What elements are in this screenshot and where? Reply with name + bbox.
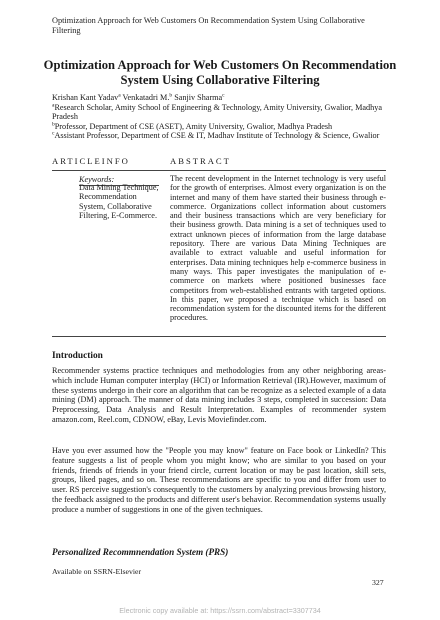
author-line xyxy=(52,93,392,103)
affiliation: $^a$Research Scholar, Amity School of Engineering & Technology, Amity University, Gwalior, Madhya Pradesh xyxy=(52,101,382,122)
body-paragraph: Have you ever assumed how the "People you may know" feature on Face book or LinkedIn? This feature suggests a list of people whom you might know; who are similar to you based on your friends, friends of friends in your friend circle, current location or may be past location, skill sets, groups, liked pages, and so on. These recommendations are specific to you and differ from user to user. RS perceive suggestion's consequently to the customers by analyzing previous browsing history, the feedback assigned to the products and different user's behavior. Recommendation systems usually produce a number of suggestions in one of the given techniques. xyxy=(52,446,386,514)
paper-title: Optimization Approach for Web Customers On Recommendation System Using Collaborative Filtering xyxy=(43,58,397,87)
article-info-heading: ARTICLEINFO xyxy=(52,156,170,171)
abstract-heading: ABSTRACT xyxy=(170,156,386,171)
keywords-label: Keywords: xyxy=(79,175,159,186)
author-mark: b xyxy=(169,92,173,99)
section-heading: Introduction xyxy=(52,351,103,361)
author-name: Krishan Kant Yadav xyxy=(52,93,119,102)
author-name: Venkatadri M. xyxy=(122,93,170,102)
availability-note: Available on SSRN-Elsevier xyxy=(52,567,142,576)
affiliation: $^c$Assistant Professor, Department of CSE & IT, Madhav Institute of Technology & Science, Gwalior xyxy=(52,130,380,141)
abstract-text: The recent development in the Internet technology is very useful for the growth of enterprises. Almost every organization is on the internet and many of them have started their business through e-commerce. Organizations collect information about customers and their business transactions which are very beneficiary for their business growth. Data mining is a set of techniques used to extract unknown pieces of information from the large database repository. There are various Data Mining Techniques are available to extract valuable and useful information for enterprises. Data mining techniques help e-commerce business in many ways. This paper investigates the manipulation of e-commerce on markets where positioned businesses face competitors from web-established entrants with targeted options. In this paper, we proposed a technique which is based on recommendation system for the discounted items for the different procedures. xyxy=(170,174,386,323)
subsection-heading: Personalized Recommnendation System (PRS) xyxy=(52,547,229,557)
author-name: Sanjiv Sharma xyxy=(174,93,223,102)
running-header: Optimization Approach for Web Customers On Recommendation System Using Collaborative Filtering xyxy=(52,16,365,35)
abstract-divider xyxy=(52,336,386,337)
author-mark: a xyxy=(118,92,121,99)
page-number: 327 xyxy=(372,578,384,587)
affiliation: $^b$Professor, Department of CSE (ASET), Amity University, Gwalior, Madhya Pradesh xyxy=(52,121,333,131)
body-paragraph: Recommender systems practice techniques and methodologies from any other neighboring areas-which include Human computer interplay (HCI) or Information Retrieval (IR).However, maximum of these systems undergo in their core an algorithm that can be recognize as a selected example of a data mining (DM) approach. The manner of data mining includes 3 steps, completed in succession: Data Preprocessing, Data Analysis and Result Interpretation. Examples of recommender system amazon.com, Reel.com, CDNOW, eBay, Levis Moviefinder.com. xyxy=(52,366,386,424)
author-mark: c xyxy=(222,92,225,99)
author-block xyxy=(52,93,392,141)
keywords-text: Data Mining Technique, Recommendation System, Collaborative Filtering, E-Commerce. xyxy=(79,183,159,220)
footer-link[interactable]: Electronic copy available at: https://ssrn.com/abstract=3307734 xyxy=(119,606,321,615)
